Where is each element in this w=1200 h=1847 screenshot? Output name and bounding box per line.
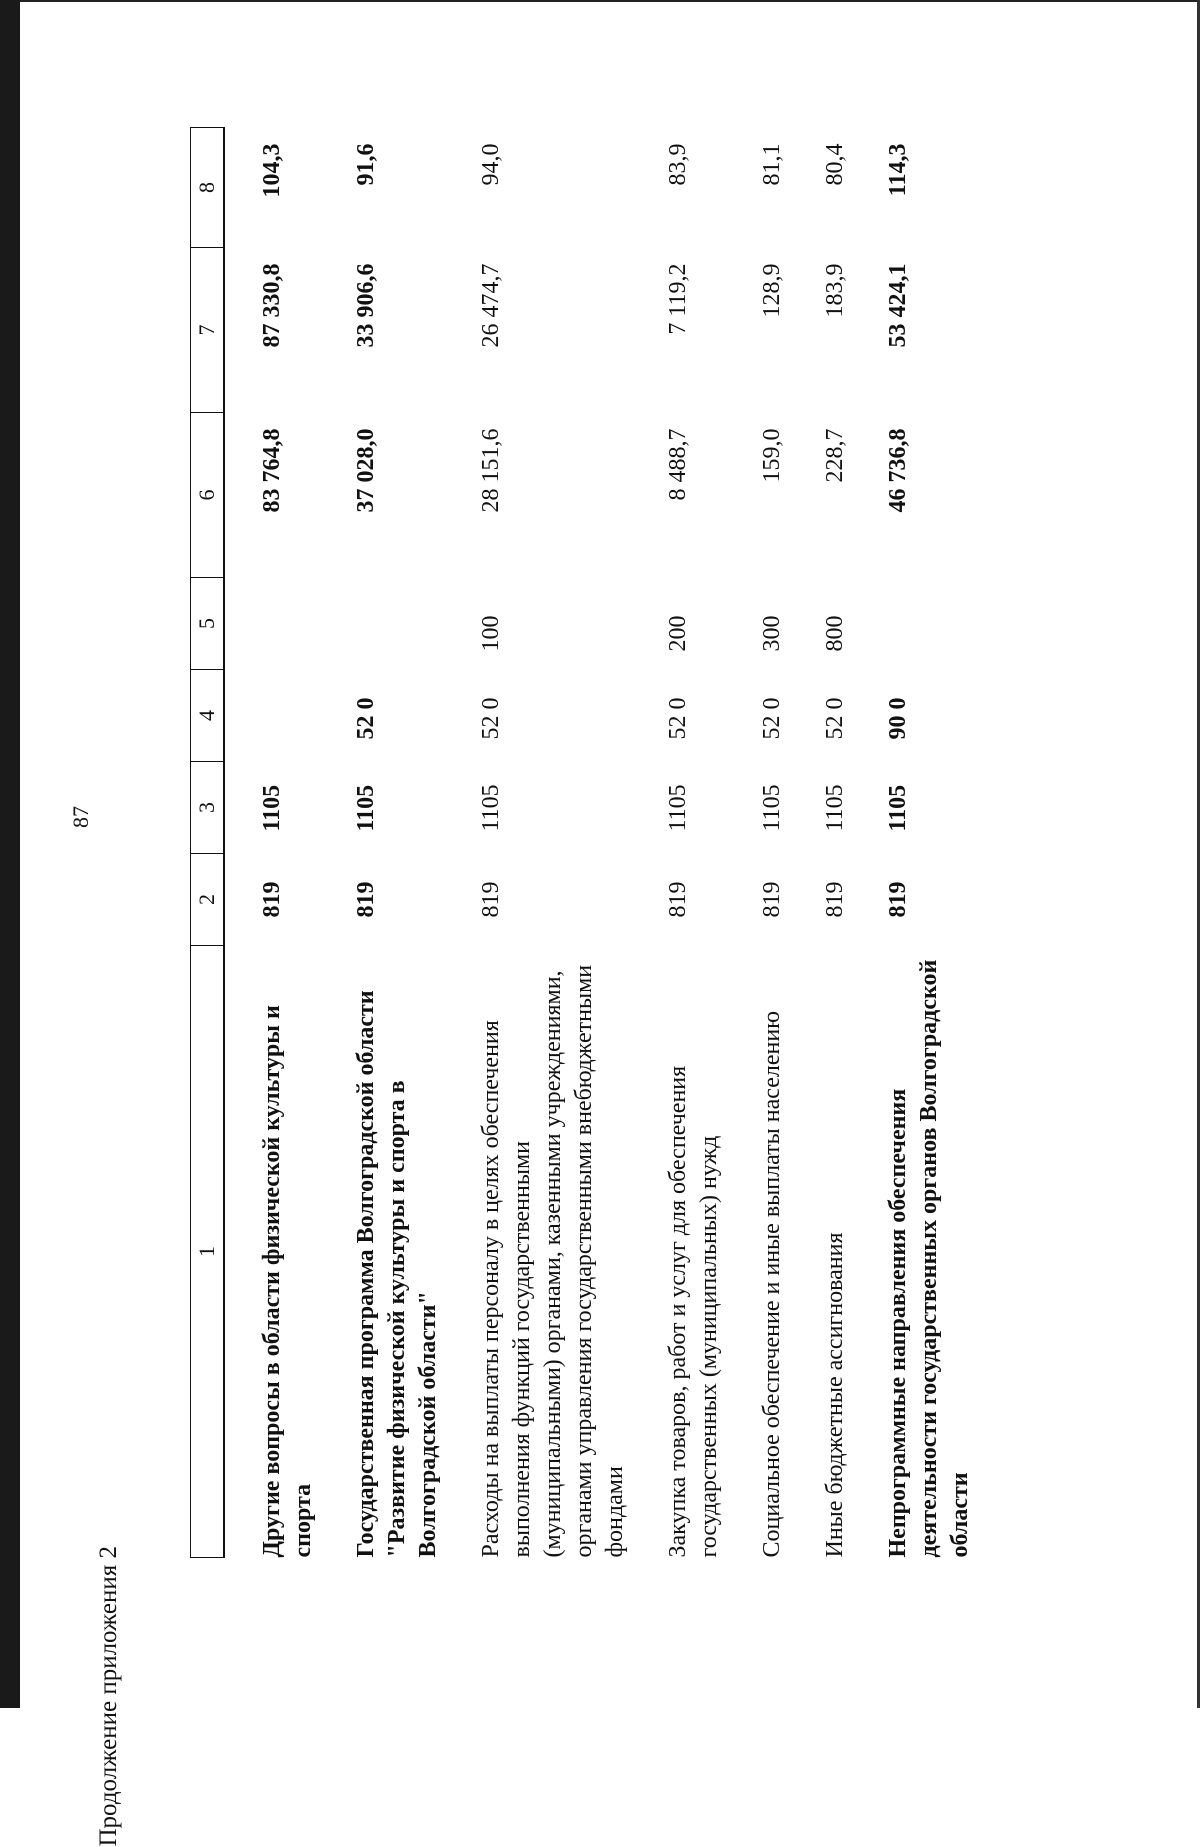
row-name: Государственная программа Волгоградской области "Развитие физической культуры и спорта в Волгоградской области": [353, 990, 441, 1558]
cell-actual: 7 119,2: [665, 263, 691, 335]
cell-actual: 26 474,7: [478, 263, 504, 348]
column-header: 1: [191, 946, 225, 1558]
cell-percent: 94,0: [478, 143, 504, 186]
cell-expense-type: 100: [478, 615, 504, 652]
table-row: [341, 128, 466, 1558]
cell-actual: 87 330,8: [259, 263, 285, 348]
cell-actual: 128,9: [759, 263, 785, 318]
cell-program: 52 0: [665, 697, 691, 740]
cell-program: 52 0: [759, 697, 785, 740]
cell-section: 1105: [822, 784, 848, 832]
cell-expense-type: [873, 578, 998, 670]
cell-section: 1105: [759, 784, 785, 832]
column-header: 4: [191, 670, 225, 762]
column-header: 2: [191, 854, 225, 946]
cell-code: 819: [759, 881, 785, 918]
cell-expense-type: [341, 578, 466, 670]
cell-expense-type: 800: [822, 615, 848, 652]
cell-section: 1105: [478, 784, 504, 832]
cell-percent: 91,6: [353, 143, 379, 186]
cell-program: 52 0: [478, 697, 504, 740]
row-name: Расходы на выплаты персоналу в целях обеспечения выполнения функций государственными (муниципальными) органами, казенными учреждениями, органами управления государственными внебюджетными фондами: [478, 964, 628, 1558]
cell-expense-type: 200: [665, 615, 691, 652]
cell-percent: 80,4: [822, 143, 848, 186]
cell-actual: 183,9: [822, 263, 848, 318]
cell-planned: 159,0: [759, 428, 785, 483]
cell-code: 819: [259, 881, 285, 918]
table-row: [810, 128, 873, 1558]
budget-table: [190, 127, 998, 1558]
cell-program: 52 0: [353, 697, 379, 740]
column-header: 8: [191, 128, 225, 248]
row-name: Другие вопросы в области физической культуры и спорта: [259, 1005, 316, 1558]
table-header-row: [191, 128, 225, 1558]
cell-planned: 37 028,0: [353, 428, 379, 513]
cell-percent: 104,3: [259, 143, 285, 198]
cell-section: 1105: [885, 784, 911, 832]
cell-planned: 8 488,7: [665, 428, 691, 501]
row-name: Социальное обеспечение и иные выплаты населению: [759, 1010, 785, 1558]
cell-planned: 83 764,8: [259, 428, 285, 513]
cell-code: 819: [885, 881, 911, 918]
column-header: 7: [191, 248, 225, 413]
cell-actual: 53 424,1: [885, 263, 911, 348]
cell-code: 819: [353, 881, 379, 918]
continuation-label: Продолжение приложения 2: [95, 1546, 122, 1847]
row-name: Закупка товаров, работ и услуг для обеспечения государственных (муниципальных) нужд: [665, 1065, 722, 1558]
table-row: [224, 128, 341, 1558]
page-number: 87: [68, 806, 93, 828]
cell-expense-type: 300: [759, 615, 785, 652]
column-header: 5: [191, 578, 225, 670]
cell-planned: 28 151,6: [478, 428, 504, 513]
cell-percent: 83,9: [665, 143, 691, 186]
cell-section: 1105: [665, 784, 691, 832]
table-row: [747, 128, 810, 1558]
column-header: 3: [191, 762, 225, 854]
cell-expense-type: [224, 578, 341, 670]
table-row: [466, 128, 653, 1558]
cell-section: 1105: [259, 784, 285, 832]
cell-planned: 228,7: [822, 428, 848, 483]
cell-planned: 46 736,8: [885, 428, 911, 513]
cell-code: 819: [665, 881, 691, 918]
cell-actual: 33 906,6: [353, 263, 379, 348]
table-row: [653, 128, 747, 1558]
cell-program: 52 0: [822, 697, 848, 740]
cell-code: 819: [822, 881, 848, 918]
cell-percent: 114,3: [885, 143, 911, 197]
cell-percent: 81,1: [759, 143, 785, 186]
cell-program: 90 0: [885, 697, 911, 740]
cell-section: 1105: [353, 784, 379, 832]
table-row: [873, 128, 998, 1558]
column-header: 6: [191, 413, 225, 578]
cell-program: [224, 670, 341, 762]
row-name: Иные бюджетные ассигнования: [822, 1232, 848, 1558]
row-name: Непрограммные направления обеспечения деятельности государственных органов Волгоградской области: [885, 959, 973, 1558]
cell-code: 819: [478, 881, 504, 918]
